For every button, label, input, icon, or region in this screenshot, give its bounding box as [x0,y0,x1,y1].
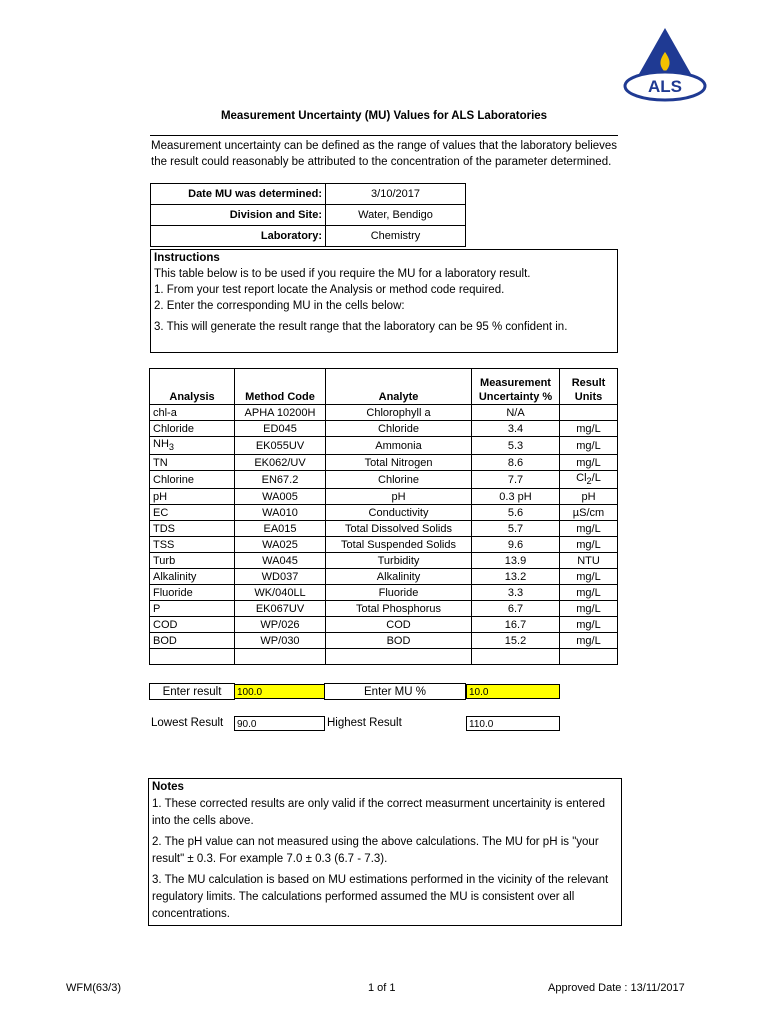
cell-method-code [235,471,326,489]
header-units-line1: Result [571,377,606,389]
cell-analyte [326,421,472,437]
info-label: Date MU was determined: [151,184,326,205]
cell-mu-text: 13.2 [504,570,527,583]
instructions-box [150,249,618,353]
header-analyte: Analyte [326,369,472,405]
cell-method-code [235,405,326,421]
cell-method-code-text: EK067UV [255,602,305,615]
cell-mu-text: 0.3 pH [499,490,532,503]
cell-analysis-text: Fluoride [153,586,193,599]
cell-analyte [326,569,472,585]
cell-analysis-text: Chlorine [153,473,194,486]
enter-mu-label: Enter MU % [324,683,466,700]
cell-mu-text: 9.6 [507,538,524,551]
cell-analysis-text: pH [153,490,168,503]
cell-analyte-text: Conductivity [368,506,429,519]
cell-mu-text: 5.3 [507,439,524,452]
cell-analyte-text: Total Suspended Solids [341,538,456,551]
cell-units-text: mg/L [576,634,601,647]
table-row [150,601,618,617]
cell-mu-text: N/A [506,406,525,419]
cell-analysis [150,489,235,505]
table-row [150,553,618,569]
cell-mu [472,437,560,455]
cell-analysis [150,585,235,601]
cell-units-text: mg/L [576,422,601,435]
cell-analyte-text: pH [391,490,406,503]
header-analysis: Analysis [150,369,235,405]
cell-method-code-text: APHA 10200H [244,406,316,419]
cell-analysis [150,471,235,489]
cell-analyte [326,521,472,537]
cell-method-code-text: WD037 [261,570,299,583]
header-mu-line2: Uncertainty % [478,391,553,403]
cell-analyte-text: Chlorophyll a [366,406,431,419]
cell-analyte-text: Total Dissolved Solids [345,522,452,535]
cell-units-text: mg/L [576,586,601,599]
cell-method-code-text: WA010 [262,506,298,519]
cell-analysis-text: TN [153,456,168,469]
cell-analysis-text: Alkalinity [153,570,197,583]
cell-analysis [150,553,235,569]
cell-method-code-text: WA025 [262,538,298,551]
cell-analysis-text: TSS [153,538,175,551]
cell-mu [472,569,560,585]
cell-method-code-text: WA045 [262,554,298,567]
cell-units [560,471,618,489]
info-row-laboratory [151,226,466,247]
cell-method-code [235,617,326,633]
cell-mu-text: 6.7 [507,602,524,615]
cell-analysis-text: Turb [153,554,176,567]
cell-analysis-text: EC [153,506,169,519]
header-units-line2: Units [574,391,603,403]
als-logo [623,26,707,102]
instruction-line: 3. This will generate the result range that the laboratory can be 95 % confident in. [154,321,568,333]
table-row [150,421,618,437]
cell-mu-text: 16.7 [504,618,527,631]
cell-units [560,633,618,649]
cell-units-text: NTU [577,554,600,567]
cell-analyte [326,471,472,489]
cell-mu-text: 5.7 [507,522,524,535]
instruction-line: 1. From your test report locate the Analysis or method code required. [154,284,505,296]
cell-analysis [150,537,235,553]
cell-analyte [326,585,472,601]
table-row [150,569,618,585]
cell-method-code-text: EK055UV [255,439,305,452]
cell-analyte-text: BOD [386,634,411,647]
cell-units [560,569,618,585]
cell-units [560,537,618,553]
cell-units-subscript: 2 [586,476,592,487]
header-method-code: Method Code [235,369,326,405]
table-row [150,405,618,421]
mu-info-table [150,183,466,247]
info-row-date [151,184,466,205]
cell-analysis-text: NH [153,438,169,450]
info-row-division [151,205,466,226]
header-mu [472,369,560,405]
cell-analyte-text: Chlorine [378,473,419,486]
cell-analysis [150,405,235,421]
cell-analysis-text: BOD [153,634,177,647]
cell-method-code-text: EK062/UV [254,456,306,469]
note-item: 2. The pH value can not measured using the above calculations. The MU for pH is "your result" ± 0.3. For example 7.0 ± 0.3 (6.7 - 7.3). [152,836,599,865]
cell-analysis-text: Chloride [153,422,194,435]
cell-method-code-text: ED045 [263,422,297,435]
cell-method-code [235,437,326,455]
cell-analyte-text: Ammonia [375,439,422,452]
table-row [150,633,618,649]
instruction-line: 2. Enter the corresponding MU in the cells below: [154,300,405,312]
cell-mu [472,649,560,665]
info-value: Chemistry [326,226,466,247]
cell-method-code [235,585,326,601]
cell-mu [472,489,560,505]
cell-mu [472,455,560,471]
cell-units [560,437,618,455]
cell-method-code [235,537,326,553]
cell-analysis-text: COD [153,618,178,631]
cell-analysis [150,421,235,437]
instructions-heading: Instructions [154,252,220,264]
cell-analyte [326,553,472,569]
cell-method-code [235,505,326,521]
note-item: 3. The MU calculation is based on MU estimations performed in the vicinity of the relevant regulatory limits. The calculations performed assumed the MU is consistent over all concentrations. [152,874,609,920]
header-units [560,369,618,405]
info-label: Division and Site: [151,205,326,226]
cell-analysis [150,569,235,585]
table-row [150,649,618,665]
note-item: 1. These corrected results are only valid if the correct measurment uncertainity is entered into the cells above. [152,798,605,827]
cell-units [560,489,618,505]
cell-analyte-text: Alkalinity [376,570,421,583]
cell-mu-text: 5.6 [507,506,524,519]
lowest-result-value: 90.0 [234,716,325,731]
notes-heading: Notes [152,781,184,793]
highest-result-label: Highest Result [327,717,402,729]
intro-text: Measurement uncertainty can be defined as the range of values that the laboratory believes the result could reasonably be attributed to the concentration of the parameter determined. [151,140,618,168]
cell-analysis-text: P [153,602,161,615]
cell-analyte [326,405,472,421]
cell-units-text: µS/cm [572,506,605,519]
cell-mu [472,521,560,537]
cell-analysis [150,633,235,649]
cell-units-text: mg/L [576,456,601,469]
cell-method-code [235,601,326,617]
cell-units [560,505,618,521]
cell-method-code-text: EA015 [263,522,297,535]
cell-analyte [326,633,472,649]
footer-page-number: 1 of 1 [368,982,396,994]
header-mu-line1: Measurement [480,377,551,389]
cell-mu [472,537,560,553]
cell-analyte [326,455,472,471]
cell-method-code-text: WA005 [262,490,298,503]
cell-analysis [150,437,235,455]
title-rule [150,135,618,136]
table-row [150,505,618,521]
info-value: 3/10/2017 [326,184,466,205]
table-row [150,537,618,553]
cell-mu [472,601,560,617]
cell-analyte-text: Total Nitrogen [364,456,433,469]
logo-text: ALS [648,77,682,96]
cell-analysis [150,649,235,665]
cell-mu-text: 8.6 [507,456,524,469]
cell-units [560,521,618,537]
cell-analyte [326,437,472,455]
cell-analysis-text: TDS [153,522,175,535]
enter-result-label: Enter result [149,683,235,700]
table-row [150,489,618,505]
cell-analyte-text: COD [386,618,411,631]
cell-analyte [326,649,472,665]
cell-method-code [235,489,326,505]
notes-box [148,778,622,926]
info-label: Laboratory: [151,226,326,247]
cell-analysis [150,505,235,521]
cell-analysis [150,521,235,537]
cell-units-text: mg/L [576,522,601,535]
cell-mu [472,505,560,521]
cell-units-tail: /L [591,472,601,485]
cell-method-code [235,455,326,471]
cell-mu-text: 15.2 [504,634,527,647]
cell-units [560,649,618,665]
highest-result-value: 110.0 [466,716,560,731]
cell-analyte [326,489,472,505]
cell-units-text: Cl [576,472,587,485]
cell-method-code [235,421,326,437]
cell-units-text: pH [581,490,596,503]
cell-method-code-text: EN67.2 [261,473,299,486]
cell-units [560,601,618,617]
lowest-result-label: Lowest Result [151,717,224,729]
cell-analysis [150,455,235,471]
cell-analyte [326,617,472,633]
cell-mu-text: 13.9 [504,554,527,567]
cell-analysis-subscript: 3 [168,442,174,453]
cell-method-code-text: WP/026 [260,618,300,631]
instruction-line: This table below is to be used if you require the MU for a laboratory result. [154,268,531,280]
footer-approved-date: Approved Date : 13/11/2017 [548,982,685,994]
cell-mu-text: 3.4 [507,422,524,435]
cell-analyte-text: Chloride [378,422,419,435]
cell-units [560,617,618,633]
cell-analyte-text: Turbidity [377,554,420,567]
cell-analysis-text: chl-a [153,406,177,419]
table-row [150,521,618,537]
table-header-row [150,369,618,405]
cell-units [560,405,618,421]
cell-mu [472,471,560,489]
cell-mu [472,553,560,569]
cell-mu-text: 3.3 [507,586,524,599]
cell-analyte-text: Fluoride [378,586,419,599]
cell-analyte [326,601,472,617]
table-row [150,585,618,601]
cell-method-code-text: WP/030 [260,634,300,647]
cell-analyte [326,505,472,521]
cell-method-code [235,633,326,649]
mu-values-table [149,368,618,665]
table-row [150,617,618,633]
table-row [150,471,618,489]
cell-method-code [235,553,326,569]
cell-units-text: mg/L [576,538,601,551]
page-title: Measurement Uncertainty (MU) Values for ALS Laboratories [220,110,548,122]
cell-units [560,421,618,437]
enter-result-input[interactable]: 100.0 [234,684,325,699]
footer-doc-code: WFM(63/3) [66,982,121,994]
cell-units-text: mg/L [576,439,601,452]
cell-mu-text: 7.7 [507,473,524,486]
cell-method-code-text: WK/040LL [254,586,306,599]
cell-units-text: mg/L [576,602,601,615]
cell-analysis [150,617,235,633]
cell-mu [472,405,560,421]
cell-method-code [235,569,326,585]
cell-analyte-text: Total Phosphorus [356,602,441,615]
cell-mu [472,421,560,437]
cell-analysis [150,601,235,617]
enter-mu-input[interactable]: 10.0 [466,684,560,699]
cell-analyte [326,537,472,553]
cell-mu [472,617,560,633]
table-row [150,455,618,471]
cell-units-text: mg/L [576,618,601,631]
cell-units-text: mg/L [576,570,601,583]
info-value: Water, Bendigo [326,205,466,226]
cell-mu [472,633,560,649]
cell-units [560,553,618,569]
cell-units [560,585,618,601]
cell-method-code [235,649,326,665]
table-row [150,437,618,455]
cell-mu [472,585,560,601]
cell-units [560,455,618,471]
cell-method-code [235,521,326,537]
